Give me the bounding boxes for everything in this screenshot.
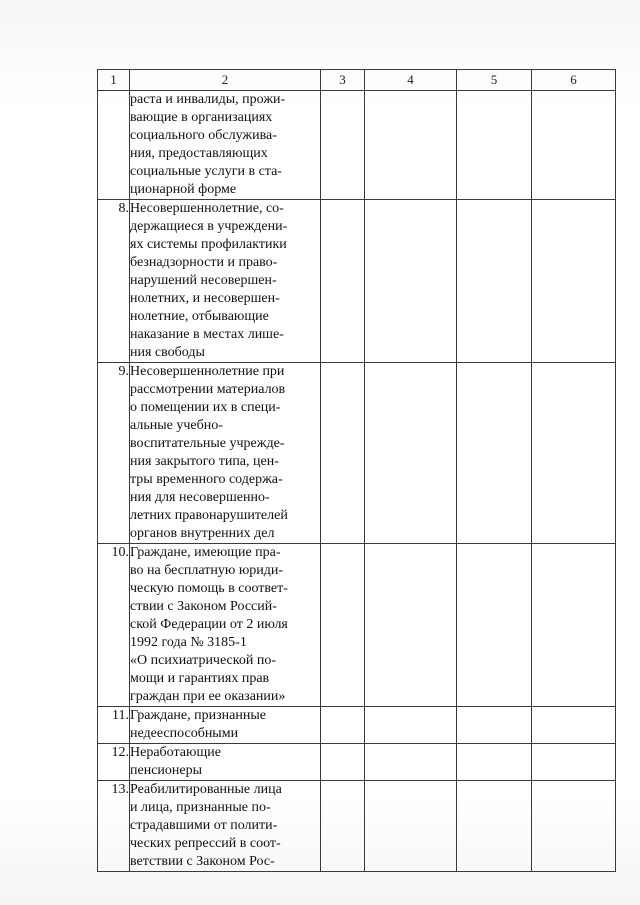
description-line: «О психиатрической по- — [130, 653, 276, 668]
empty-cell-col-5 — [457, 707, 532, 744]
empty-cell-col-5 — [457, 363, 532, 544]
description-line: ния для несовершенно- — [130, 490, 270, 505]
description-line: нолетние, отбывающие — [130, 309, 269, 324]
table-row — [98, 781, 616, 872]
description-line: держащиеся в учреждени- — [130, 219, 288, 234]
empty-cell-col-6 — [532, 744, 616, 781]
empty-cell-col-4 — [365, 91, 457, 200]
row-number: 10. — [98, 544, 130, 707]
description-line: недееспособными — [130, 726, 239, 741]
category-description — [130, 781, 321, 872]
table-row — [98, 744, 616, 781]
column-header-2: 2 — [130, 70, 321, 91]
description-line: ционарной форме — [130, 182, 237, 197]
category-description — [130, 707, 321, 744]
empty-cell-col-3 — [321, 781, 365, 872]
empty-cell-col-6 — [532, 363, 616, 544]
empty-cell-col-5 — [457, 744, 532, 781]
empty-cell-col-3 — [321, 200, 365, 363]
empty-cell-col-6 — [532, 544, 616, 707]
category-description — [130, 544, 321, 707]
description-line: рассмотрении материалов — [130, 382, 286, 397]
description-line: органов внутренних дел — [130, 526, 275, 541]
description-line: Граждане, имеющие пра- — [130, 545, 281, 560]
description-line: тры временного содержа- — [130, 472, 283, 487]
table-row — [98, 544, 616, 707]
column-header-1: 1 — [98, 70, 130, 91]
description-line: мощи и гарантиях прав — [130, 671, 270, 686]
empty-cell-col-4 — [365, 781, 457, 872]
description-line: пенсионеры — [130, 763, 203, 778]
category-description — [130, 91, 321, 200]
table-row — [98, 200, 616, 363]
row-number: 9. — [98, 363, 130, 544]
description-line: раста и инвалиды, прожи- — [130, 92, 286, 107]
empty-cell-col-3 — [321, 363, 365, 544]
row-number: 13. — [98, 781, 130, 872]
empty-cell-col-5 — [457, 544, 532, 707]
empty-cell-col-4 — [365, 744, 457, 781]
beneficiaries-table — [97, 69, 616, 872]
table-row — [98, 91, 616, 200]
description-line: ческую помощь в соответ- — [130, 581, 288, 596]
description-line: и лица, признанные по- — [130, 800, 271, 815]
description-line: о помещении их в специ- — [130, 400, 281, 415]
table-row — [98, 363, 616, 544]
description-line: Граждане, признанные — [130, 708, 266, 723]
description-line: воспитательные учрежде- — [130, 436, 285, 451]
empty-cell-col-4 — [365, 200, 457, 363]
empty-cell-col-5 — [457, 781, 532, 872]
empty-cell-col-4 — [365, 544, 457, 707]
description-line: безнадзорности и право- — [130, 255, 278, 270]
empty-cell-col-3 — [321, 707, 365, 744]
description-line: во на бесплатную юриди- — [130, 563, 284, 578]
empty-cell-col-6 — [532, 91, 616, 200]
description-line: ния закрытого типа, цен- — [130, 454, 279, 469]
description-line: нарушений несовершен- — [130, 273, 277, 288]
row-number — [98, 91, 130, 200]
description-line: Реабилитированные лица — [130, 782, 282, 797]
empty-cell-col-5 — [457, 91, 532, 200]
description-line: нолетних, и несовершен- — [130, 291, 280, 306]
description-line: ствии с Законом Россий- — [130, 599, 277, 614]
description-line: вающие в организациях — [130, 110, 273, 125]
description-line: альные учебно- — [130, 418, 223, 433]
empty-cell-col-6 — [532, 200, 616, 363]
empty-cell-col-6 — [532, 707, 616, 744]
description-line: наказание в местах лише- — [130, 327, 284, 342]
description-line: летних правонарушителей — [130, 508, 288, 523]
table-body — [98, 91, 616, 872]
table-row — [98, 707, 616, 744]
description-line: ях системы профилактики — [130, 237, 287, 252]
description-line: Несовершеннолетние при — [130, 364, 285, 379]
empty-cell-col-3 — [321, 91, 365, 200]
description-line: социального обслужива- — [130, 128, 277, 143]
description-line: ветствии с Законом Рос- — [130, 854, 275, 869]
description-line: ния свободы — [130, 345, 205, 360]
empty-cell-col-4 — [365, 363, 457, 544]
description-line: Неработающие — [130, 745, 221, 760]
row-number: 11. — [98, 707, 130, 744]
description-line: ния, предоставляющих — [130, 146, 268, 161]
column-number-row — [98, 70, 616, 91]
description-line: граждан при ее оказании» — [130, 689, 286, 704]
description-line: ской Федерации от 2 июля — [130, 617, 288, 632]
category-description — [130, 200, 321, 363]
description-line: 1992 года № 3185-1 — [130, 635, 247, 650]
empty-cell-col-4 — [365, 707, 457, 744]
column-header-3: 3 — [321, 70, 365, 91]
row-number: 8. — [98, 200, 130, 363]
category-description — [130, 744, 321, 781]
empty-cell-col-5 — [457, 200, 532, 363]
empty-cell-col-3 — [321, 544, 365, 707]
description-line: страдавшими от полити- — [130, 818, 278, 833]
row-number: 12. — [98, 744, 130, 781]
empty-cell-col-6 — [532, 781, 616, 872]
column-header-4: 4 — [365, 70, 457, 91]
description-line: социальные услуги в ста- — [130, 164, 282, 179]
column-header-6: 6 — [532, 70, 616, 91]
description-line: ческих репрессий в соот- — [130, 836, 281, 851]
column-header-5: 5 — [457, 70, 532, 91]
description-line: Несовершеннолетние, со- — [130, 201, 284, 216]
category-description — [130, 363, 321, 544]
empty-cell-col-3 — [321, 744, 365, 781]
